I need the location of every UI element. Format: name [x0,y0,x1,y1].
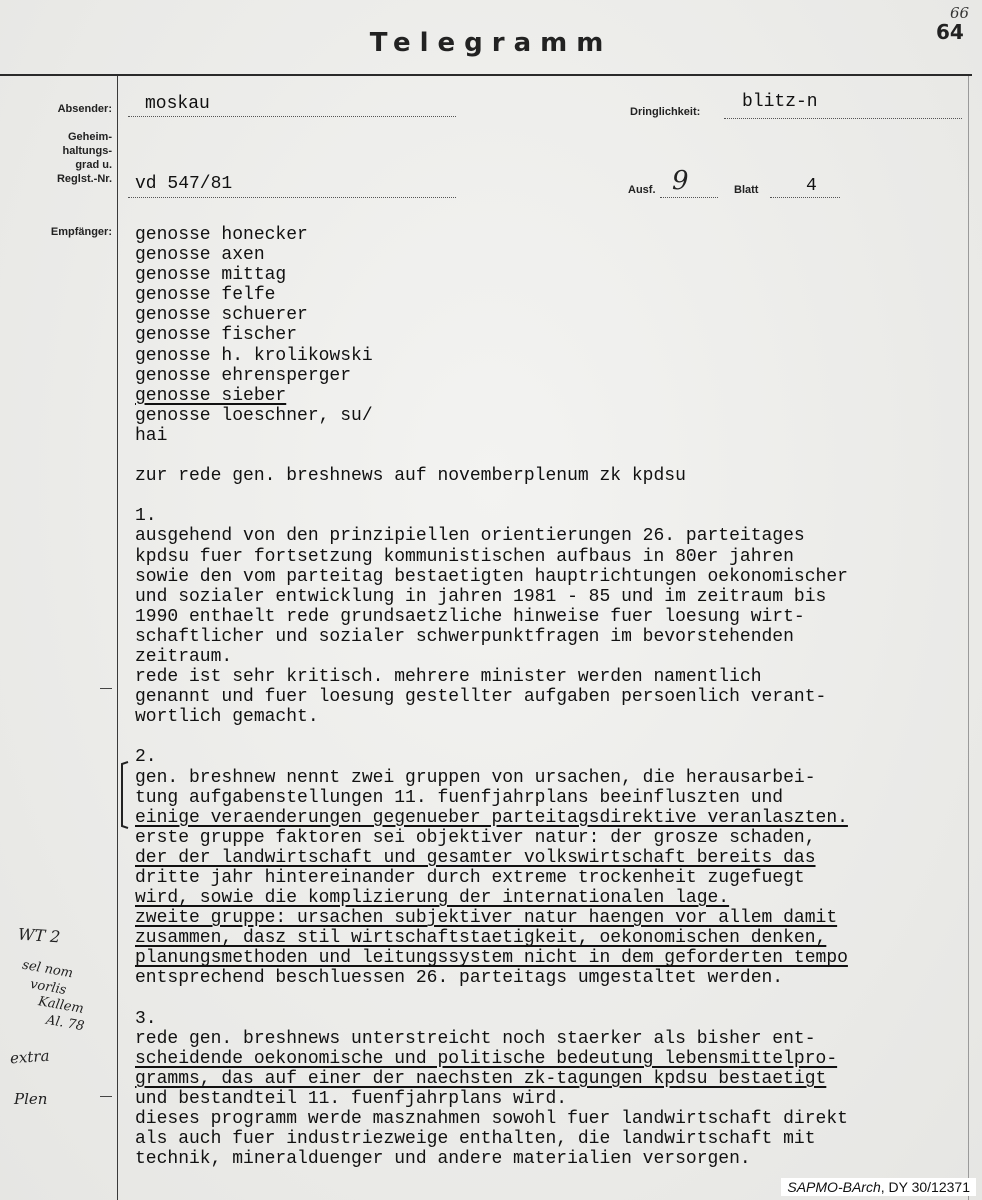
margin-note: Kallem [37,994,85,1017]
text-line: kpdsu fuer fortsetzung kommunistischen aufbaus in 80er jahren [135,546,794,567]
ausf-value: 9 [672,166,689,196]
text-line: dieses programm werde masznahmen sowohl fuer landwirtschaft direkt [135,1109,848,1130]
text-line: 1990 enthaelt rede grundsaetzliche hinweise fuer loesung wirt- [135,606,805,627]
header-rule [0,74,972,76]
registry-dotted-line [128,197,456,198]
margin-bracket [118,760,132,830]
text-line: tung aufgabenstellungen 11. fuenfjahrplans beeinfluszten und [135,787,784,808]
text-line: erste gruppe faktoren sei objektiver natur: der grosze schaden, [135,827,816,848]
dringlichkeit-dotted-line [724,118,962,119]
empfaenger-label: Empfänger: [50,226,112,238]
dringlichkeit-value: blitz-n [742,92,818,112]
archive-name: SAPMO-BArch [787,1179,881,1195]
margin-note: sel nom [21,957,75,982]
text-line-underlined: planungsmethoden und leitungssystem nicht in dem geforderten tempo [135,948,848,969]
archive-signature: , DY 30/12371 [880,1179,970,1195]
text-line: zeitraum. [135,646,233,667]
text-line: rede ist sehr kritisch. mehrere minister werden namentlich [135,667,762,688]
label-column-divider [117,76,118,1200]
text-line: technik, mineralduenger und andere materialien versorgen. [135,1149,751,1170]
text-line: rede gen. breshnews unterstreicht noch staerker als bisher ent- [135,1028,816,1049]
registry-number: vd 547/81 [135,174,233,194]
margin-tick [100,688,112,689]
recipient-line: genosse loeschner, su/ [135,405,373,426]
ausf-dotted-line [660,197,718,198]
text-line: genannt und fuer loesung gestellter aufgaben persoenlich verant- [135,687,827,708]
text-line-underlined: zusammen, dasz stil wirtschaftstaetigkeit, oekonomischen denken, [135,928,827,949]
text-line: entsprechend beschluessen 26. parteitags umgestaltet werden. [135,968,784,989]
text-line-underlined: zweite gruppe: ursachen subjektiver natur haengen vor allem damit [135,908,838,929]
right-margin-line [968,76,969,1200]
text-line-underlined: der der landwirtschaft und gesamter volkswirtschaft bereits das [135,847,816,868]
text-line-underlined: scheidende oekonomische und politische bedeutung lebensmittelpro- [135,1048,838,1069]
margin-note: vorlis [28,976,68,999]
recipient-line: genosse h. krolikowski [135,345,373,366]
dringlichkeit-label: Dringlichkeit: [630,106,701,118]
margin-note: extra [9,1046,51,1068]
page-number: 64 [936,20,964,44]
ausf-label: Ausf. [628,184,656,196]
text-line: schaftlicher und sozialer schwerpunktfragen im bevorstehenden [135,626,794,647]
recipient-line: genosse mittag [135,265,287,286]
recipient-line: genosse axen [135,245,265,266]
absender-value: moskau [145,94,210,114]
margin-note: Al. 78 [44,1012,86,1035]
blatt-value: 4 [806,176,817,196]
subject-line: zur rede gen. breshnews auf novemberplenum zk kpdsu [135,466,686,487]
text-line: sowie den vom parteitag bestaetigten hauptrichtungen oekonomischer [135,566,848,587]
text-line-underlined: gramms, das auf einer der naechsten zk-tagungen kpdsu bestaetigt [135,1068,827,1089]
text-line: als auch fuer industriezweige enthalten, die landwirtschaft mit [135,1129,816,1150]
recipient-line: genosse ehrensperger [135,365,352,386]
document-title: Telegramm [369,28,613,58]
recipient-line: genosse fischer [135,325,298,346]
section-number: 1. [135,506,157,527]
text-line-underlined: wird, sowie die komplizierung der internationalen lage. [135,888,730,909]
absender-dotted-line [128,116,456,117]
page-number-handwritten: 66 [950,4,970,22]
recipient-line: genosse honecker [135,225,308,245]
recipient-line: hai [135,425,168,446]
text-line-underlined: einige veraenderungen gegenueber parteitagsdirektive veranlaszten. [135,807,848,828]
text-line: und bestandteil 11. fuenfjahrplans wird. [135,1089,568,1110]
section-number: 2. [135,747,157,768]
absender-label: Absender: [57,103,112,115]
margin-note: Plen [14,1090,48,1108]
section-number: 3. [135,1008,157,1029]
archive-credit [781,1178,976,1196]
text-line: und sozialer entwicklung in jahren 1981 - 85 und im zeitraum bis [135,586,827,607]
telegram-body [135,225,965,1169]
recipient-line: genosse sieber [135,385,287,406]
blatt-dotted-line [770,197,840,198]
text-line: ausgehend von den prinzipiellen orientierungen 26. parteitages [135,526,805,547]
margin-tick [100,1096,112,1097]
geheim-label: Geheim- haltungs- grad u. Reglst.-Nr. [56,131,112,185]
blatt-label: Blatt [734,184,759,196]
recipient-line: genosse schuerer [135,305,308,326]
text-line: dritte jahr hintereinander durch extreme trockenheit zugefuegt [135,868,805,888]
text-line: gen. breshnew nennt zwei gruppen von ursachen, die herausarbei- [135,767,816,788]
margin-note: WT 2 [17,924,62,947]
text-line: wortlich gemacht. [135,707,319,728]
recipient-line: genosse felfe [135,285,276,306]
